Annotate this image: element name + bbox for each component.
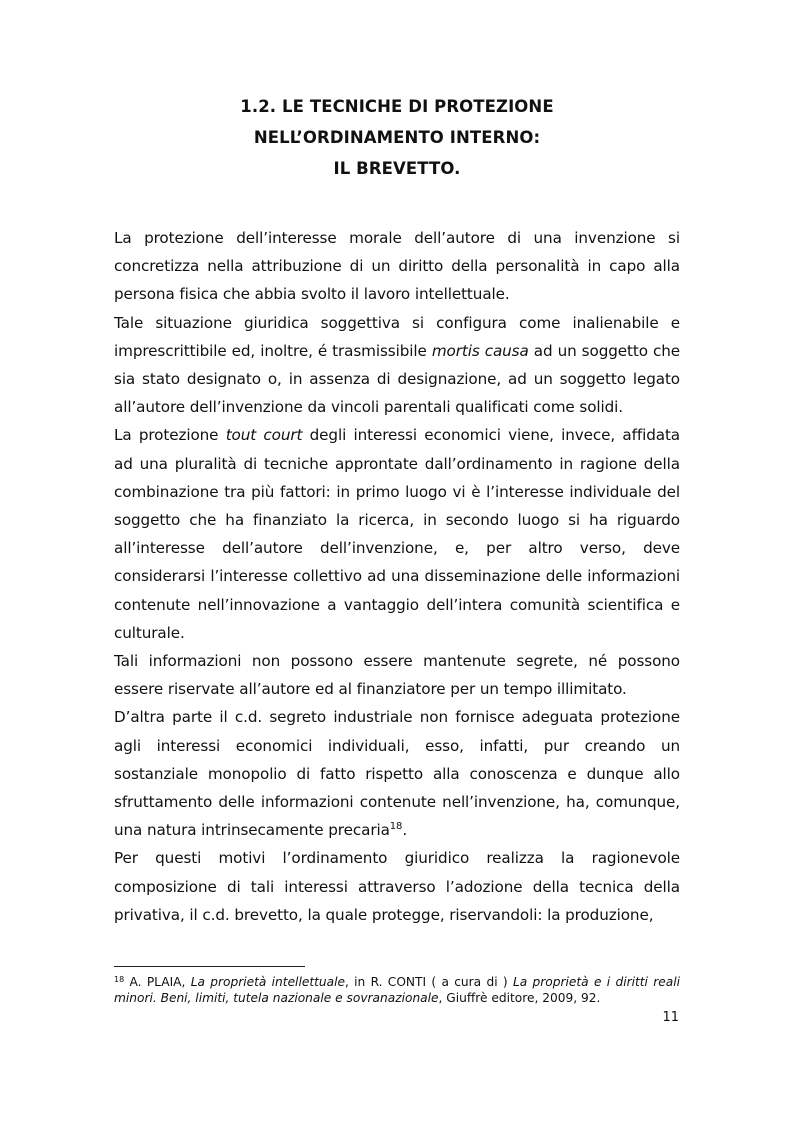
footnote-text-b: , in R. CONTI ( a cura di ) (344, 975, 513, 989)
paragraph-3-italic: tout court (225, 426, 303, 445)
paragraph-4-text: Tali informazioni non possono essere mantenute segrete, né possono essere riservate all’autore ed al finanziatore per un tempo illimitato. (114, 652, 680, 699)
paragraph-6 (114, 844, 680, 929)
body-text (114, 224, 680, 929)
paragraph-5-text-a: D’altra parte il c.d. segreto industriale non fornisce adeguata protezione agli interessi economici individuali, esso, infatti, pur creando un sostanziale monopolio di fatto rispetto alla conoscenza e dunque allo sfruttamento delle informazioni contenute nell’invenzione, ha, comunque, una natura intrinsecamente precaria (114, 708, 680, 840)
footnote-separator (114, 966, 305, 967)
paragraph-2 (114, 309, 680, 422)
heading-line-1: 1.2. LE TECNICHE DI PROTEZIONE (240, 97, 554, 116)
section-heading (114, 91, 680, 184)
paragraph-4 (114, 647, 680, 703)
footnote-text-a: A. PLAIA, (124, 975, 191, 989)
paragraph-1-text: La protezione dell’interesse morale dell’autore di una invenzione si concretizza nella attribuzione di un diritto della personalità in capo alla persona fisica che abbia svolto il lavoro intellettuale. (114, 229, 680, 304)
paragraph-6-text: Per questi motivi l’ordinamento giuridico realizza la ragionevole composizione di tali interessi attraverso l’adozione della tecnica della privativa, il c.d. brevetto, la quale protegge, riservandoli: la produzione, (114, 849, 680, 924)
footnote-text-c: , Giuffrè editore, 2009, 92. (438, 991, 601, 1005)
footnote-italic-a: La proprietà intellettuale (190, 975, 345, 989)
paragraph-3-text-b: degli interessi economici viene, invece, affidata ad una pluralità di tecniche approntate dall’ordinamento in ragione della combinazione tra più fattori: in primo luogo vi è l’interesse individuale del soggetto che ha finanziato la ricerca, in secondo luogo si ha riguardo all’interesse dell’autore dell’invenzione, e, per altro verso, deve considerarsi l’interesse collettivo ad una disseminazione delle informazioni contenute nell’innovazione a vantaggio dell’intera comunità scientifica e culturale. (114, 426, 681, 642)
footnote-number: 18 (114, 975, 125, 984)
paragraph-2-text-b: ad un soggetto che sia stato designato o, in assenza di designazione, ad un soggetto legato all’autore dell’invenzione da vincoli parentali qualificati come solidi. (114, 341, 680, 417)
paragraph-5 (114, 703, 680, 844)
page-number: 11 (662, 1010, 679, 1025)
paragraph-1 (114, 224, 680, 309)
paragraph-3-text-a: La protezione (114, 426, 226, 445)
heading-line-2: NELL’ORDINAMENTO INTERNO: (253, 128, 541, 147)
paragraph-5-text-b: . (402, 821, 408, 840)
footnote-italic-b: La proprietà e i diritti reali minori. Beni, limiti, tutela nazionale e sovranazionale (114, 975, 680, 1005)
heading-line-3: IL BREVETTO. (333, 159, 461, 178)
paragraph-2-text-a: Tale situazione giuridica soggettiva si configura come inalienabile e imprescrittibile ed, inoltre, é trasmissibile (114, 313, 680, 360)
paragraph-2-italic: mortis causa (431, 341, 529, 360)
footnote-reference[interactable]: 18 (389, 821, 403, 833)
footnote (114, 974, 680, 1006)
paragraph-3 (114, 421, 680, 647)
